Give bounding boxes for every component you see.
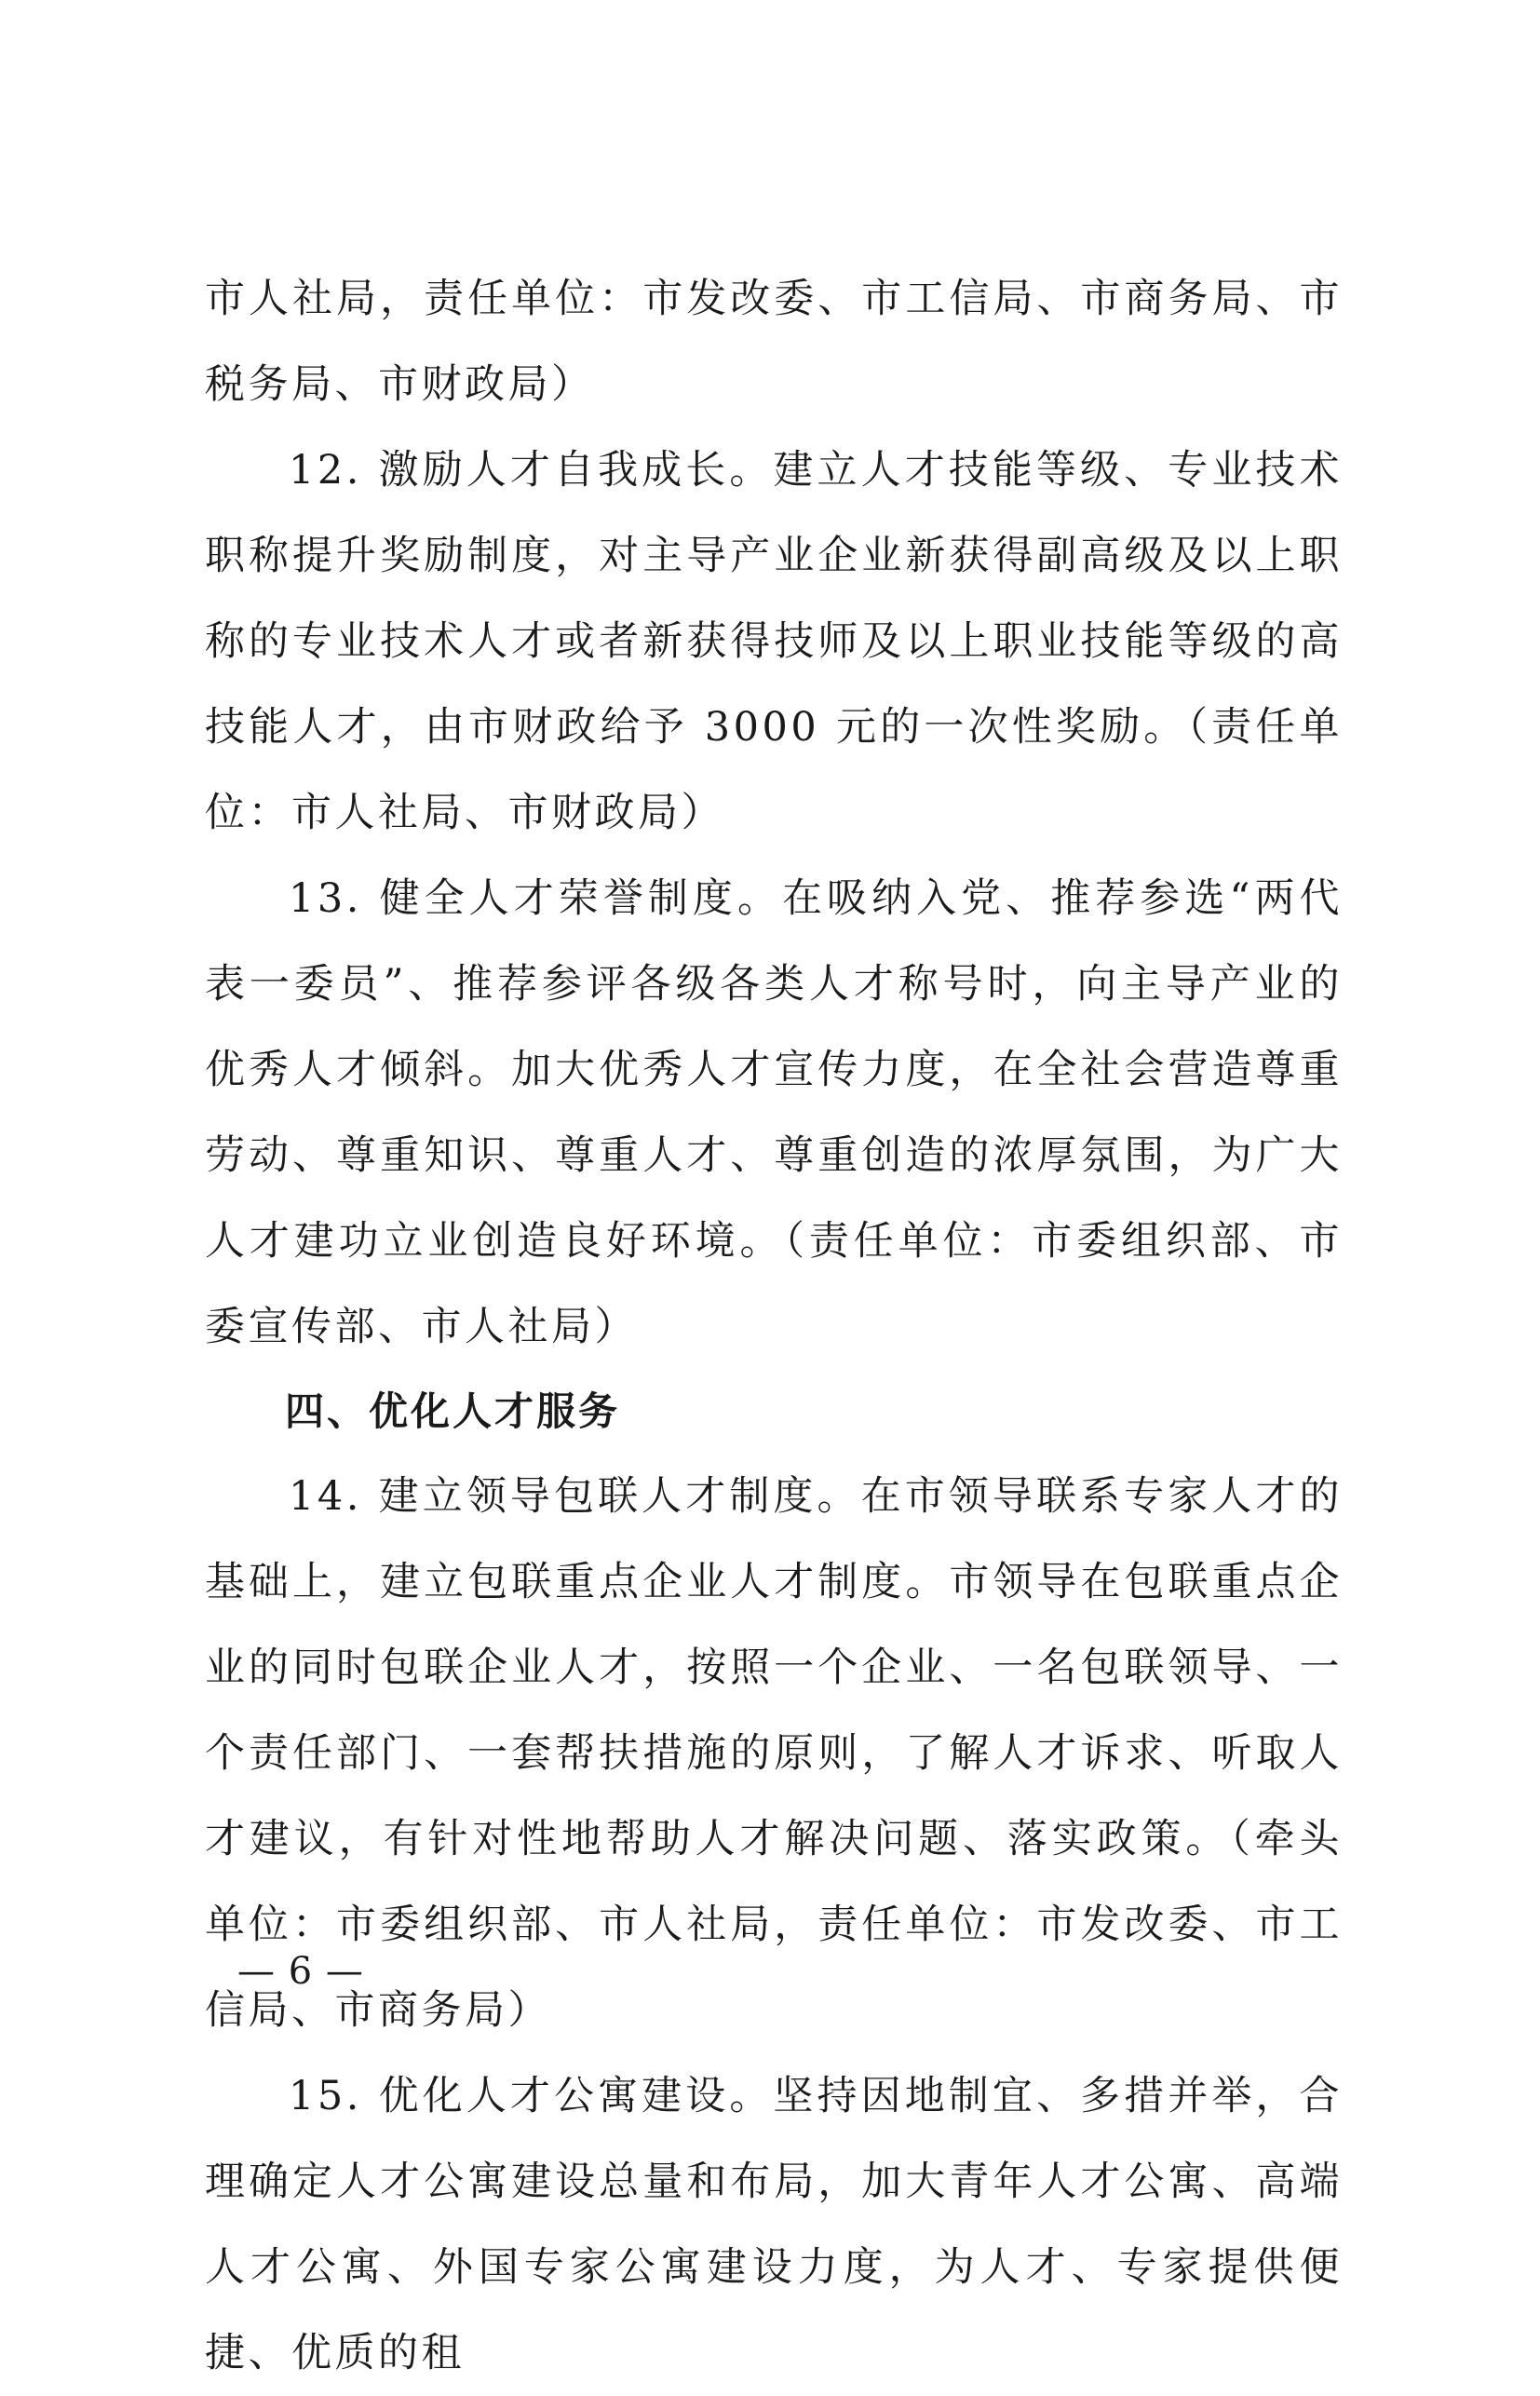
paragraph-item-14: 14. 建立领导包联人才制度。在市领导联系专家人才的基础上，建立包联重点企业人才制度。市领导在包联重点企业的同时包联企业人才，按照一个企业、一名包联领导、一个责任部门、一套帮扶措施的原则，了解人才诉求、听取人才建议，有针对性地帮助人才解决问题、落实政策。（牵头单位：市委组织部、市人社局，责任单位：市发改委、市工信局、市商务局） xyxy=(205,1473,1343,2034)
page-number: — 6 — xyxy=(237,1950,364,1993)
paragraph-item-13: 13. 健全人才荣誉制度。在吸纳入党、推荐参选“两代表一委员”、推荐参评各级各类人才称号时，向主导产业的优秀人才倾斜。加大优秀人才宣传力度，在全社会营造尊重劳动、尊重知识、尊重人才、尊重创造的浓厚氛围，为广大人才建功立业创造良好环境。（责任单位：市委组织部、市委宣传部、市人社局） xyxy=(205,875,1343,1350)
paragraph-continuation: 市人社局，责任单位：市发改委、市工信局、市商务局、市税务局、市财政局） xyxy=(205,276,1343,408)
paragraph-item-15: 15. 优化人才公寓建设。坚持因地制宜、多措并举，合理确定人才公寓建设总量和布局，加大青年人才公寓、高端人才公寓、外国专家公寓建设力度，为人才、专家提供便捷、优质的租 xyxy=(205,2073,1343,2376)
paragraph-item-12: 12. 激励人才自我成长。建立人才技能等级、专业技术职称提升奖励制度，对主导产业企业新获得副高级及以上职称的专业技术人才或者新获得技师及以上职业技能等级的高技能人才，由市财政给予 3000 元的一次性奖励。（责任单位：市人社局、市财政局） xyxy=(205,447,1343,836)
section-heading: 四、优化人才服务 xyxy=(285,1388,621,1434)
document-body xyxy=(205,256,1343,2396)
